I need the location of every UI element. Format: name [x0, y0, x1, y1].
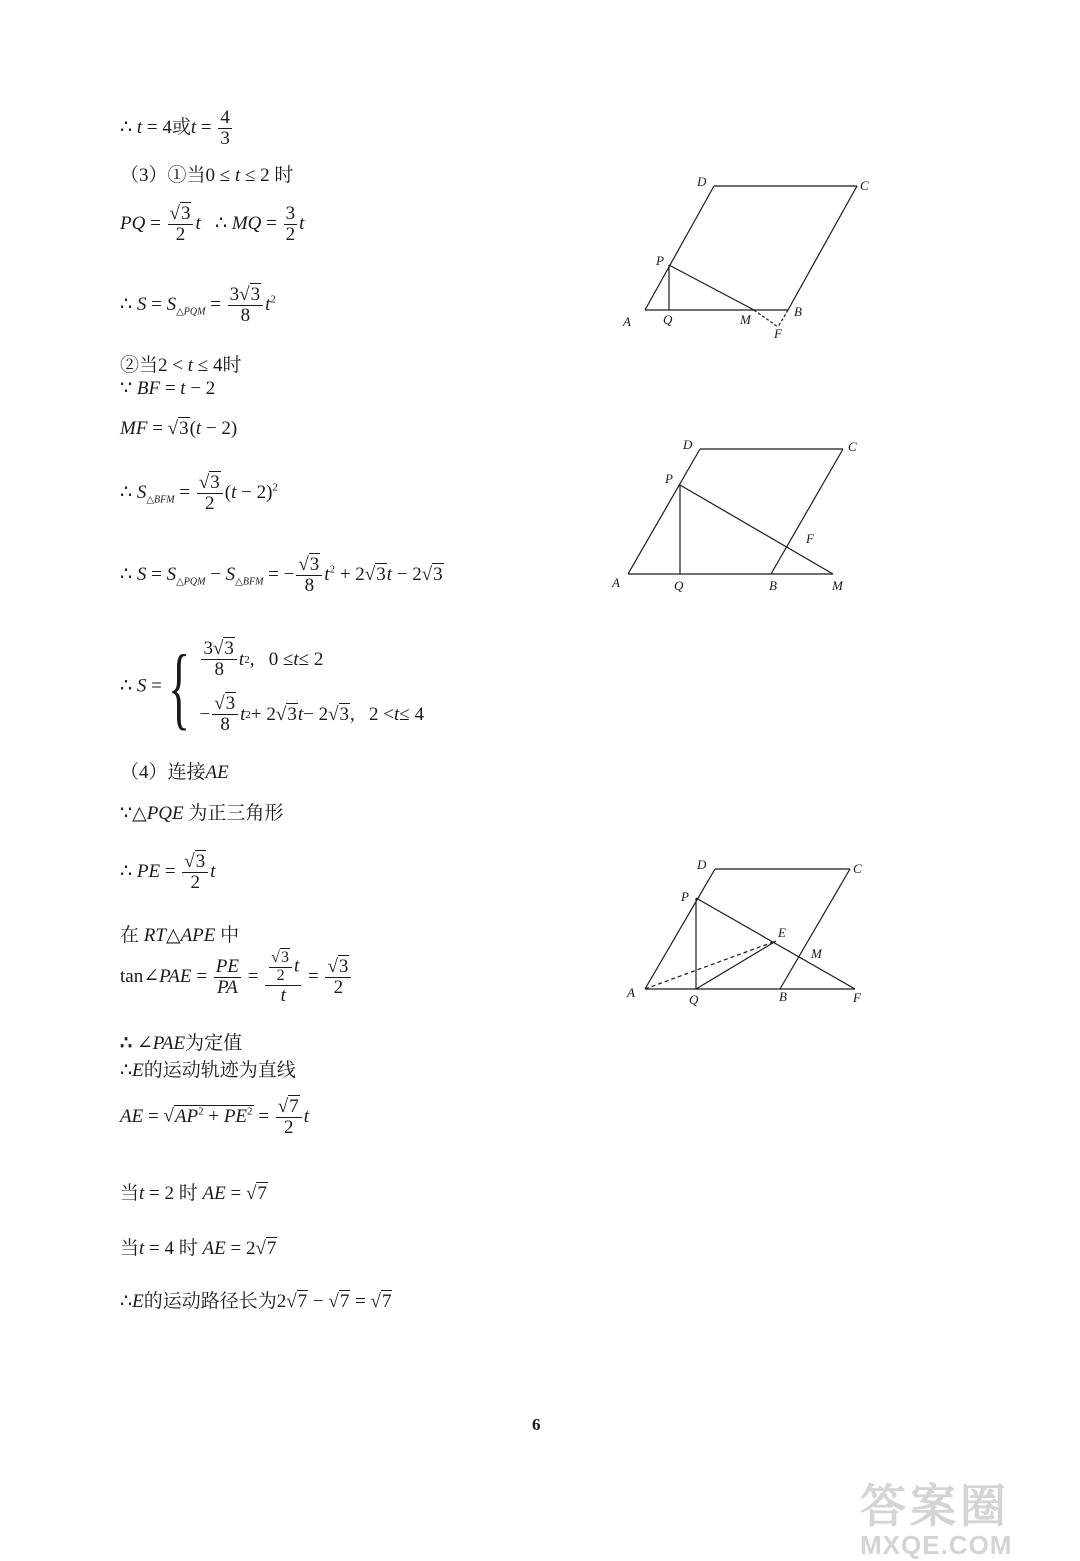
line-mf: MF = √3(t − 2) [120, 418, 238, 439]
line-equilateral: ∵△PQE 为正三角形 [120, 803, 284, 824]
fig3-label-E: E [778, 925, 786, 940]
line-pq-mq: PQ = $\frac{√3}{2}$ t ∴ MQ = $\frac{3}{2}$ t [120, 203, 305, 245]
line-t-values: ∴ t = 4或t = $\frac{4}{3}$ [120, 107, 230, 149]
fig3-label-A: A [627, 985, 635, 1000]
line-trajectory: ∴E的运动轨迹为直线 [120, 1060, 296, 1081]
line-tan: tan∠PAE = $\frac{PE}{PA}$ = $\frac{√3}{2}$ t t = $\frac{√3}{2}$ [120, 950, 353, 1006]
fig3-label-F: F [853, 990, 861, 1005]
fig3-label-M: M [811, 946, 822, 961]
line-ae-t2: 当t = 2 时 AE = √7 [120, 1183, 267, 1204]
watermark [860, 1470, 1012, 1561]
line-s-pqm: ∴ $S = S_{\triangle PQM}$ = $\frac{3√3}{8}$ $t^2$ [120, 284, 276, 326]
fig1-label-C: C [860, 178, 869, 193]
line-s-bfm: ∴ $S_{\triangle BFM}$ = $\frac{√3}{2}$ $(t - 2)^2$ [120, 472, 278, 514]
line-piecewise-s: ∴ S = { $\frac{3√3}{8}$ t 2 , 0 ≤ t ≤ 2 − $\frac{√3}{8}$ t 2 + 2 √3 t − 2 √3 , 2 < t ≤ 4 [120, 636, 424, 738]
fig3-label-D: D [697, 857, 707, 872]
line-const-angle: ∴ ∠PAE为定值 [120, 1033, 243, 1054]
fig2-label-Q: Q [674, 578, 684, 593]
fig1-label-P: P [656, 253, 664, 268]
fig2-label-A: A [612, 575, 620, 590]
fig2-label-D: D [683, 437, 693, 452]
fig2-label-B: B [769, 578, 777, 593]
part3-heading: （3）①当0 ≤ t ≤ 2 时 [120, 165, 294, 186]
line-ae-formula: AE = $√AP^2 + PE^2$ = $\frac{√7}{2}$ t [120, 1096, 309, 1138]
watermark-logo: 答案圈 [860, 1480, 1010, 1532]
part4-heading: （4）连接AE [120, 762, 229, 783]
line-ae-t4: 当t = 4 时 AE = 2√7 [120, 1238, 277, 1259]
page-number: 6 [532, 1415, 541, 1434]
line-bf: ∵ BF = t − 2 [120, 378, 216, 399]
fig3-label-C: C [853, 861, 862, 876]
fig2-label-P: P [665, 471, 673, 486]
line-s-difference: ∴ $S = S_{\triangle PQM} - S_{\triangle BFM}$ = − $\frac{√3}{8}$ $t^2 + 2√3t - 2√3$ [120, 554, 443, 596]
fig2-label-M: M [832, 578, 843, 593]
line-rt-ape: 在 RT△APE 中 [120, 925, 240, 946]
fig1-label-B: B [794, 304, 802, 319]
fig1-label-M: M [740, 312, 751, 327]
fig2-label-F: F [806, 531, 814, 546]
fig1-label-D: D [697, 174, 707, 189]
fig1-label-Q: Q [663, 312, 673, 327]
fig1-label-A: A [623, 314, 631, 329]
fig3-label-Q: Q [689, 992, 699, 1007]
fig1-label-F: F [774, 326, 782, 341]
fig2-label-C: C [848, 439, 857, 454]
fig3-label-P: P [681, 889, 689, 904]
line-pe: ∴ PE = $\frac{√3}{2}$ t [120, 851, 216, 893]
watermark-url: MXQE.COM [860, 1530, 1013, 1560]
line-path-length: ∴E的运动路径长为2√7 − √7 = √7 [120, 1291, 392, 1312]
fig3-label-B: B [779, 989, 787, 1004]
case2-heading: ②当2 < t ≤ 4时 [120, 355, 242, 376]
